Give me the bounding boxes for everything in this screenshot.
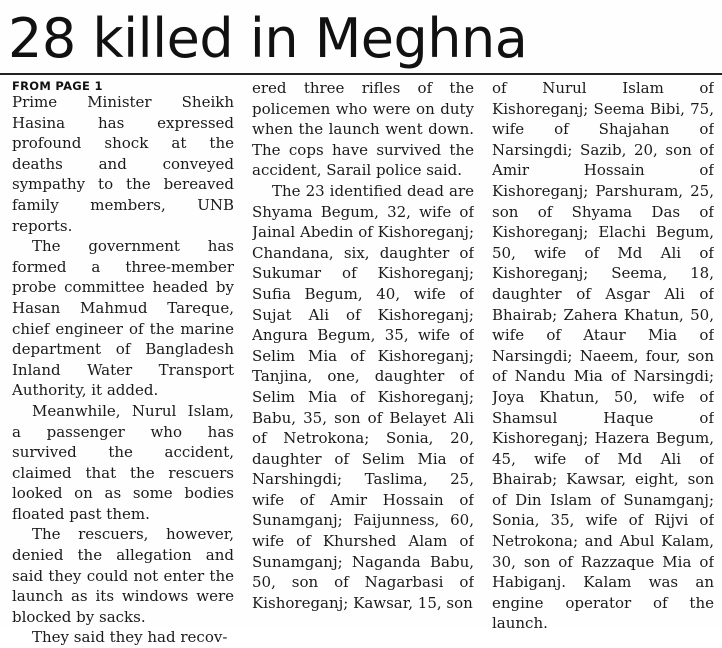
article-paragraph: Meanwhile, Nurul Islam, a passenger who has survived the accident, claimed that the rescuers looked on as some bodies floated past them. bbox=[12, 401, 234, 523]
continuation-kicker: FROM PAGE 1 bbox=[12, 79, 103, 93]
article-paragraph: The government has formed a three-member probe committee headed by Hasan Mahmud Tareque, chief engineer of the marine department of Bangladesh Inland Water Transport Authority, it added. bbox=[12, 237, 234, 400]
headline-rule bbox=[0, 73, 722, 75]
article-paragraph: Prime Minister Sheikh Hasina has expressed profound shock at the deaths and conveyed sympathy to the bereaved family members, UNB reports. bbox=[12, 93, 234, 235]
headline: 28 killed in Meghna bbox=[8, 7, 528, 70]
article-paragraph: They said they had recov- bbox=[32, 628, 228, 647]
article-paragraph: The 23 identified dead are Shyama Begum, 32, wife of Jainal Abedin of Kishoreganj; Chandana, six, daughter of Sukumar of Kishoreganj; Sufia Begum, 40, wife of Sujat Ali of Kishoreganj; Angura Begum, 35, wife of Selim Mia of Kishoreganj; Tanjina, one, daughter of Selim Mia of Kishoreganj; Babu, 35, son of Belayet Ali of Netrokona; Sonia, 20, daughter of Selim Mia of Narshingdi; Taslima, 25, wife of Amir Hossain of Sunamganj; Faijunness, 60, wife of Khurshed Alam of Sunamganj; Naganda Babu, 50, son of Nagarbasi of Kishoreganj; Kawsar, 15, son bbox=[252, 181, 474, 612]
article-column-3 bbox=[492, 78, 714, 634]
article-column-1 bbox=[12, 78, 234, 648]
article-paragraph: The rescuers, however, denied the allegation and said they could not enter the launch as its windows were blocked by sacks. bbox=[12, 525, 234, 626]
article-column-2 bbox=[252, 78, 474, 613]
article-paragraph: ered three rifles of the policemen who were on duty when the launch went down. The cops have survived the accident, Sarail police said. bbox=[252, 79, 474, 180]
article-paragraph: of Nurul Islam of Kishoreganj; Seema Bibi, 75, wife of Shajahan of Narsingdi; Sazib, 20, son of Amir Hossain of Kishoreganj; Parshuram, 25, son of Shyama Das of Kishoreganj; Elachi Begum, 50, wife of Md Ali of Kishoreganj; Seema, 18, daughter of Asgar Ali of Bhairab; Zahera Khatun, 50, wife of Ataur Mia of Narsingdi; Naeem, four, son of Nandu Mia of Narsingdi; Joya Khatun, 50, wife of Shamsul Haque of Kishoreganj; Hazera Begum, 45, wife of Md Ali of Bhairab; Kawsar, eight, son of Din Islam of Sunamganj; Sonia, 35, wife of Rijvi of Netrokona; and Abul Kalam, 30, son of Razzaque Mia of Habiganj. Kalam was an engine operator of the launch. bbox=[492, 79, 714, 633]
